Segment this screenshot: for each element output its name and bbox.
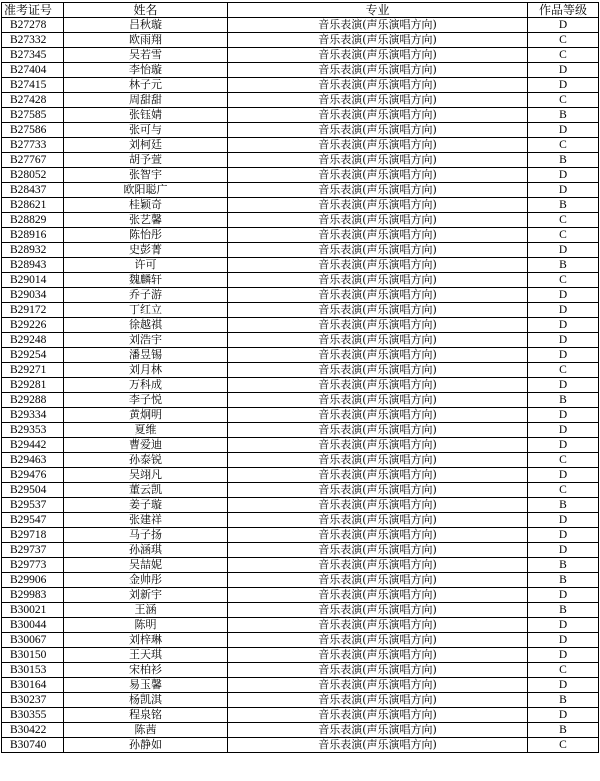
table-row — [2, 318, 599, 333]
cell-exam-id: B28052 — [2, 168, 64, 183]
cell-grade: D — [528, 78, 599, 93]
cell-grade: B — [528, 393, 599, 408]
table-row — [2, 693, 599, 708]
cell-name: 杨凯淇 — [64, 693, 228, 708]
cell-name: 万科成 — [64, 378, 228, 393]
cell-name: 孙静如 — [64, 738, 228, 753]
cell-exam-id: B29537 — [2, 498, 64, 513]
table-row — [2, 468, 599, 483]
table-row — [2, 183, 599, 198]
cell-name: 魏麟轩 — [64, 273, 228, 288]
cell-exam-id: B29442 — [2, 438, 64, 453]
results-table — [1, 2, 599, 753]
cell-grade: D — [528, 423, 599, 438]
table-row — [2, 528, 599, 543]
cell-grade: D — [528, 348, 599, 363]
cell-name: 夏维 — [64, 423, 228, 438]
cell-grade: B — [528, 723, 599, 738]
cell-exam-id: B30164 — [2, 678, 64, 693]
table-row — [2, 603, 599, 618]
cell-name: 李子悦 — [64, 393, 228, 408]
cell-exam-id: B29353 — [2, 423, 64, 438]
cell-major: 音乐表演(声乐演唱方向) — [228, 153, 528, 168]
cell-name: 乔子游 — [64, 288, 228, 303]
table-row — [2, 288, 599, 303]
cell-major: 音乐表演(声乐演唱方向) — [228, 93, 528, 108]
cell-grade: B — [528, 603, 599, 618]
cell-grade: D — [528, 288, 599, 303]
table-row — [2, 573, 599, 588]
table-row — [2, 108, 599, 123]
cell-grade: D — [528, 378, 599, 393]
table-row — [2, 48, 599, 63]
cell-grade: D — [528, 708, 599, 723]
cell-exam-id: B30044 — [2, 618, 64, 633]
cell-name: 易玉馨 — [64, 678, 228, 693]
table-row — [2, 243, 599, 258]
cell-grade: D — [528, 543, 599, 558]
cell-name: 陈明 — [64, 618, 228, 633]
cell-grade: D — [528, 648, 599, 663]
cell-exam-id: B29983 — [2, 588, 64, 603]
cell-grade: C — [528, 138, 599, 153]
table-row — [2, 363, 599, 378]
table-row — [2, 258, 599, 273]
cell-major: 音乐表演(声乐演唱方向) — [228, 468, 528, 483]
cell-exam-id: B27428 — [2, 93, 64, 108]
cell-name: 程泉铭 — [64, 708, 228, 723]
cell-major: 音乐表演(声乐演唱方向) — [228, 663, 528, 678]
table-row — [2, 423, 599, 438]
cell-grade: C — [528, 213, 599, 228]
cell-exam-id: B29226 — [2, 318, 64, 333]
cell-major: 音乐表演(声乐演唱方向) — [228, 168, 528, 183]
cell-grade: D — [528, 468, 599, 483]
cell-major: 音乐表演(声乐演唱方向) — [228, 603, 528, 618]
cell-major: 音乐表演(声乐演唱方向) — [228, 288, 528, 303]
cell-grade: C — [528, 48, 599, 63]
cell-name: 史彭菁 — [64, 243, 228, 258]
header-name: 姓名 — [64, 3, 228, 18]
cell-major: 音乐表演(声乐演唱方向) — [228, 273, 528, 288]
cell-major: 音乐表演(声乐演唱方向) — [228, 333, 528, 348]
cell-major: 音乐表演(声乐演唱方向) — [228, 123, 528, 138]
cell-major: 音乐表演(声乐演唱方向) — [228, 423, 528, 438]
cell-major: 音乐表演(声乐演唱方向) — [228, 528, 528, 543]
cell-exam-id: B30067 — [2, 633, 64, 648]
cell-grade: D — [528, 528, 599, 543]
header-row — [2, 3, 599, 18]
cell-major: 音乐表演(声乐演唱方向) — [228, 558, 528, 573]
cell-name: 宋柏衫 — [64, 663, 228, 678]
cell-name: 董云凯 — [64, 483, 228, 498]
cell-major: 音乐表演(声乐演唱方向) — [228, 228, 528, 243]
cell-grade: D — [528, 318, 599, 333]
cell-name: 张钰婧 — [64, 108, 228, 123]
cell-name: 孙泰锐 — [64, 453, 228, 468]
cell-major: 音乐表演(声乐演唱方向) — [228, 408, 528, 423]
cell-name: 胡予萱 — [64, 153, 228, 168]
cell-major: 音乐表演(声乐演唱方向) — [228, 738, 528, 753]
cell-grade: C — [528, 453, 599, 468]
cell-major: 音乐表演(声乐演唱方向) — [228, 648, 528, 663]
cell-name: 吕秋璇 — [64, 18, 228, 33]
cell-grade: D — [528, 633, 599, 648]
table-row — [2, 648, 599, 663]
cell-grade: D — [528, 333, 599, 348]
cell-name: 刘浩宇 — [64, 333, 228, 348]
cell-exam-id: B29014 — [2, 273, 64, 288]
cell-major: 音乐表演(声乐演唱方向) — [228, 183, 528, 198]
header-major: 专业 — [228, 3, 528, 18]
cell-grade: D — [528, 678, 599, 693]
cell-grade: D — [528, 303, 599, 318]
cell-grade: B — [528, 108, 599, 123]
cell-name: 刘柯廷 — [64, 138, 228, 153]
cell-major: 音乐表演(声乐演唱方向) — [228, 438, 528, 453]
cell-major: 音乐表演(声乐演唱方向) — [228, 543, 528, 558]
table-row — [2, 738, 599, 753]
cell-exam-id: B30740 — [2, 738, 64, 753]
cell-exam-id: B27404 — [2, 63, 64, 78]
table-row — [2, 663, 599, 678]
cell-major: 音乐表演(声乐演唱方向) — [228, 213, 528, 228]
table-row — [2, 393, 599, 408]
table-row — [2, 93, 599, 108]
cell-name: 林子元 — [64, 78, 228, 93]
cell-exam-id: B29172 — [2, 303, 64, 318]
cell-name: 潘昱锡 — [64, 348, 228, 363]
cell-major: 音乐表演(声乐演唱方向) — [228, 678, 528, 693]
cell-name: 许可 — [64, 258, 228, 273]
cell-exam-id: B27586 — [2, 123, 64, 138]
cell-name: 曹爱迪 — [64, 438, 228, 453]
cell-exam-id: B29288 — [2, 393, 64, 408]
cell-major: 音乐表演(声乐演唱方向) — [228, 588, 528, 603]
table-row — [2, 63, 599, 78]
cell-name: 丁红立 — [64, 303, 228, 318]
cell-exam-id: B27345 — [2, 48, 64, 63]
cell-grade: D — [528, 513, 599, 528]
cell-name: 欧阳聪广 — [64, 183, 228, 198]
cell-grade: B — [528, 153, 599, 168]
cell-grade: C — [528, 228, 599, 243]
cell-exam-id: B28829 — [2, 213, 64, 228]
cell-exam-id: B27332 — [2, 33, 64, 48]
cell-exam-id: B30355 — [2, 708, 64, 723]
cell-exam-id: B29281 — [2, 378, 64, 393]
cell-name: 孙涵琪 — [64, 543, 228, 558]
table-row — [2, 618, 599, 633]
cell-name: 陈怡彤 — [64, 228, 228, 243]
cell-name: 王天琪 — [64, 648, 228, 663]
cell-major: 音乐表演(声乐演唱方向) — [228, 48, 528, 63]
cell-name: 张艺馨 — [64, 213, 228, 228]
cell-major: 音乐表演(声乐演唱方向) — [228, 633, 528, 648]
cell-grade: D — [528, 408, 599, 423]
header-exam-id: 准考证号 — [2, 3, 64, 18]
table-row — [2, 543, 599, 558]
cell-grade: D — [528, 168, 599, 183]
table-row — [2, 483, 599, 498]
cell-exam-id: B29906 — [2, 573, 64, 588]
cell-major: 音乐表演(声乐演唱方向) — [228, 138, 528, 153]
cell-major: 音乐表演(声乐演唱方向) — [228, 198, 528, 213]
table-row — [2, 228, 599, 243]
cell-exam-id: B28437 — [2, 183, 64, 198]
cell-exam-id: B28621 — [2, 198, 64, 213]
cell-grade: B — [528, 693, 599, 708]
cell-name: 陈茜 — [64, 723, 228, 738]
cell-grade: D — [528, 63, 599, 78]
cell-name: 金帅彤 — [64, 573, 228, 588]
table-row — [2, 138, 599, 153]
cell-exam-id: B27585 — [2, 108, 64, 123]
cell-major: 音乐表演(声乐演唱方向) — [228, 348, 528, 363]
cell-name: 吴翊凡 — [64, 468, 228, 483]
cell-exam-id: B30150 — [2, 648, 64, 663]
table-row — [2, 153, 599, 168]
cell-grade: D — [528, 18, 599, 33]
table-row — [2, 333, 599, 348]
cell-major: 音乐表演(声乐演唱方向) — [228, 723, 528, 738]
cell-exam-id: B29737 — [2, 543, 64, 558]
cell-name: 吴喆妮 — [64, 558, 228, 573]
cell-major: 音乐表演(声乐演唱方向) — [228, 108, 528, 123]
cell-name: 周甜甜 — [64, 93, 228, 108]
cell-grade: B — [528, 573, 599, 588]
table-row — [2, 633, 599, 648]
cell-name: 刘梓琳 — [64, 633, 228, 648]
table-row — [2, 33, 599, 48]
cell-major: 音乐表演(声乐演唱方向) — [228, 303, 528, 318]
cell-grade: B — [528, 198, 599, 213]
cell-grade: C — [528, 483, 599, 498]
cell-major: 音乐表演(声乐演唱方向) — [228, 378, 528, 393]
table-row — [2, 678, 599, 693]
cell-exam-id: B27415 — [2, 78, 64, 93]
table-row — [2, 348, 599, 363]
cell-grade: D — [528, 438, 599, 453]
cell-name: 姜子璇 — [64, 498, 228, 513]
cell-major: 音乐表演(声乐演唱方向) — [228, 483, 528, 498]
cell-name: 刘新宇 — [64, 588, 228, 603]
cell-exam-id: B30021 — [2, 603, 64, 618]
table-row — [2, 168, 599, 183]
cell-major: 音乐表演(声乐演唱方向) — [228, 573, 528, 588]
cell-major: 音乐表演(声乐演唱方向) — [228, 243, 528, 258]
table-row — [2, 303, 599, 318]
cell-name: 李怡璇 — [64, 63, 228, 78]
cell-exam-id: B29504 — [2, 483, 64, 498]
table-row — [2, 513, 599, 528]
cell-grade: D — [528, 618, 599, 633]
table-row — [2, 453, 599, 468]
cell-exam-id: B29476 — [2, 468, 64, 483]
cell-name: 欧雨翔 — [64, 33, 228, 48]
table-row — [2, 198, 599, 213]
cell-major: 音乐表演(声乐演唱方向) — [228, 318, 528, 333]
table-row — [2, 498, 599, 513]
cell-exam-id: B28932 — [2, 243, 64, 258]
cell-name: 黄炯明 — [64, 408, 228, 423]
cell-exam-id: B29718 — [2, 528, 64, 543]
cell-exam-id: B29254 — [2, 348, 64, 363]
table-row — [2, 18, 599, 33]
table-row — [2, 723, 599, 738]
cell-grade: D — [528, 243, 599, 258]
cell-exam-id: B28916 — [2, 228, 64, 243]
cell-name: 徐越祺 — [64, 318, 228, 333]
cell-grade: C — [528, 33, 599, 48]
cell-major: 音乐表演(声乐演唱方向) — [228, 453, 528, 468]
cell-major: 音乐表演(声乐演唱方向) — [228, 258, 528, 273]
cell-major: 音乐表演(声乐演唱方向) — [228, 708, 528, 723]
cell-exam-id: B29547 — [2, 513, 64, 528]
cell-grade: D — [528, 123, 599, 138]
cell-exam-id: B29034 — [2, 288, 64, 303]
header-grade: 作品等级 — [528, 3, 599, 18]
cell-exam-id: B27733 — [2, 138, 64, 153]
table-row — [2, 708, 599, 723]
cell-grade: C — [528, 273, 599, 288]
cell-name: 桂颖奇 — [64, 198, 228, 213]
cell-exam-id: B30237 — [2, 693, 64, 708]
cell-name: 刘月林 — [64, 363, 228, 378]
cell-exam-id: B27767 — [2, 153, 64, 168]
table-row — [2, 78, 599, 93]
cell-grade: D — [528, 588, 599, 603]
cell-major: 音乐表演(声乐演唱方向) — [228, 33, 528, 48]
table-row — [2, 123, 599, 138]
cell-major: 音乐表演(声乐演唱方向) — [228, 618, 528, 633]
cell-exam-id: B29271 — [2, 363, 64, 378]
cell-exam-id: B30422 — [2, 723, 64, 738]
table-row — [2, 558, 599, 573]
cell-exam-id: B29334 — [2, 408, 64, 423]
cell-name: 张建祥 — [64, 513, 228, 528]
cell-grade: C — [528, 663, 599, 678]
table-row — [2, 588, 599, 603]
cell-exam-id: B28943 — [2, 258, 64, 273]
cell-exam-id: B29463 — [2, 453, 64, 468]
cell-major: 音乐表演(声乐演唱方向) — [228, 63, 528, 78]
cell-grade: C — [528, 93, 599, 108]
cell-grade: B — [528, 498, 599, 513]
table-row — [2, 213, 599, 228]
cell-major: 音乐表演(声乐演唱方向) — [228, 393, 528, 408]
cell-name: 张智宇 — [64, 168, 228, 183]
cell-major: 音乐表演(声乐演唱方向) — [228, 363, 528, 378]
cell-grade: B — [528, 258, 599, 273]
table-row — [2, 408, 599, 423]
cell-name: 吴若雪 — [64, 48, 228, 63]
table-row — [2, 438, 599, 453]
cell-exam-id: B27278 — [2, 18, 64, 33]
cell-grade: C — [528, 363, 599, 378]
table-row — [2, 378, 599, 393]
table-row — [2, 273, 599, 288]
cell-name: 王涵 — [64, 603, 228, 618]
cell-name: 马子扬 — [64, 528, 228, 543]
cell-exam-id: B29773 — [2, 558, 64, 573]
cell-grade: D — [528, 183, 599, 198]
cell-exam-id: B29248 — [2, 333, 64, 348]
cell-major: 音乐表演(声乐演唱方向) — [228, 78, 528, 93]
cell-major: 音乐表演(声乐演唱方向) — [228, 18, 528, 33]
cell-grade: C — [528, 738, 599, 753]
cell-major: 音乐表演(声乐演唱方向) — [228, 693, 528, 708]
table-body — [2, 18, 599, 753]
cell-grade: B — [528, 558, 599, 573]
cell-exam-id: B30153 — [2, 663, 64, 678]
cell-major: 音乐表演(声乐演唱方向) — [228, 498, 528, 513]
cell-name: 张可与 — [64, 123, 228, 138]
cell-major: 音乐表演(声乐演唱方向) — [228, 513, 528, 528]
